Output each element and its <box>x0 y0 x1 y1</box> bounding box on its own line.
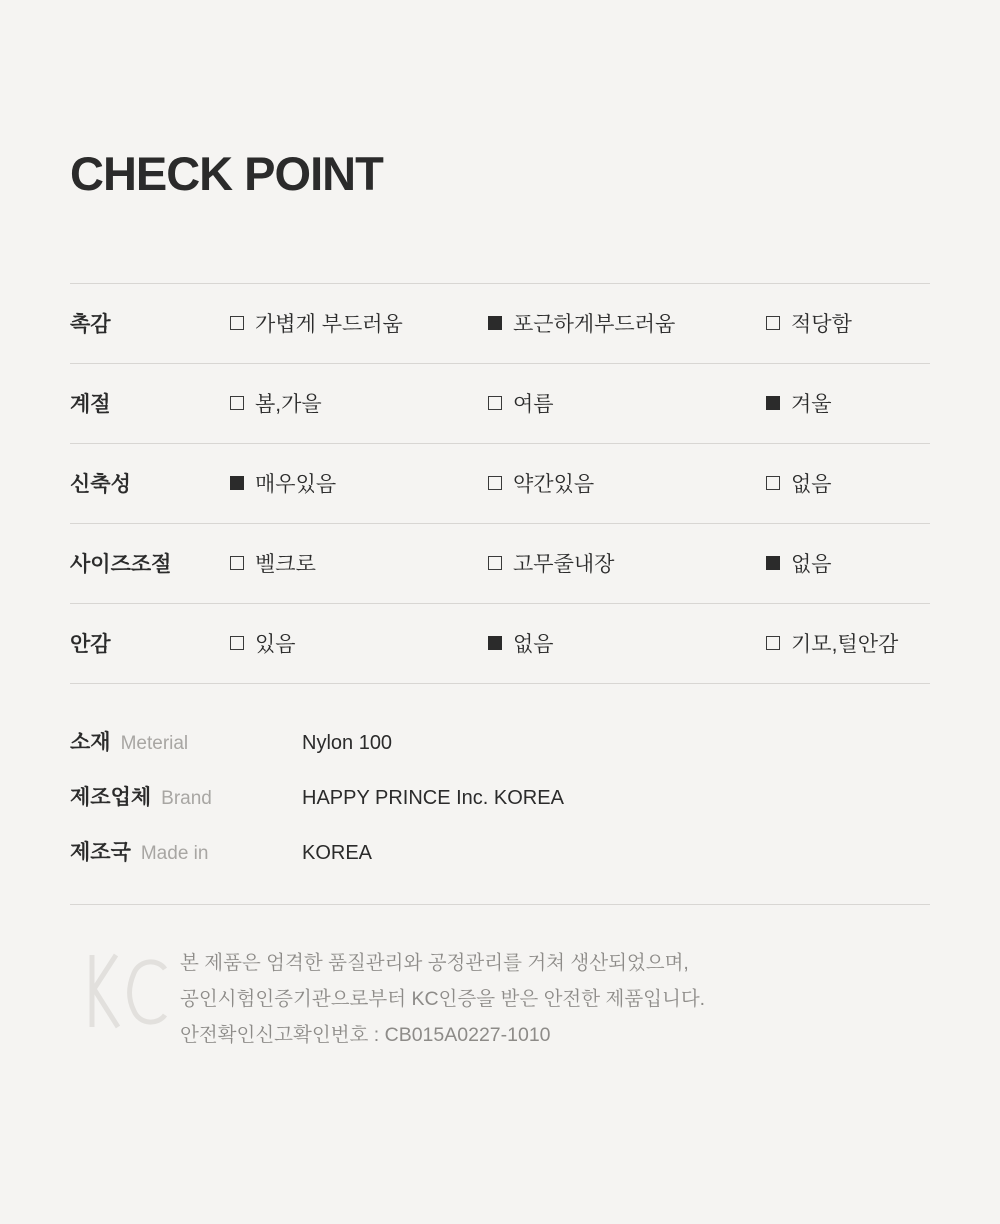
kc-logo-icon <box>70 945 180 1037</box>
checkbox-checked-icon[interactable] <box>488 316 502 330</box>
option-label: 없음 <box>513 633 554 657</box>
info-label <box>70 836 302 866</box>
option-item[interactable] <box>766 468 930 498</box>
option-label: 포근하게부드러움 <box>513 313 676 337</box>
checkbox-unchecked-icon[interactable] <box>488 396 502 410</box>
option-label: 봄,가을 <box>255 393 322 417</box>
option-group <box>230 548 930 578</box>
info-label-ko: 제조국 <box>70 840 131 864</box>
notice-line-2: 공인시험인증기관으로부터 KC인증을 받은 안전한 제품입니다. <box>180 987 706 1010</box>
row-label-angam: 안감 <box>70 633 111 657</box>
table-row <box>70 364 930 444</box>
option-item[interactable] <box>766 548 930 578</box>
checkbox-unchecked-icon[interactable] <box>766 636 780 650</box>
checkbox-unchecked-icon[interactable] <box>488 556 502 570</box>
option-label: 가볍게 부드러움 <box>255 313 403 337</box>
table-row <box>70 604 930 684</box>
checkbox-checked-icon[interactable] <box>230 476 244 490</box>
option-item[interactable] <box>230 308 488 338</box>
info-row-made-in <box>70 836 930 866</box>
option-item[interactable] <box>766 308 930 338</box>
option-item[interactable] <box>230 628 488 658</box>
info-value: Nylon 100 <box>302 731 393 754</box>
option-item[interactable] <box>766 628 930 658</box>
option-item[interactable] <box>230 468 488 498</box>
table-row <box>70 284 930 364</box>
option-item[interactable] <box>488 468 766 498</box>
info-label-ko: 소재 <box>70 730 111 754</box>
info-label-en: Meterial <box>120 732 189 754</box>
option-item[interactable] <box>488 548 766 578</box>
info-label-en: Brand <box>161 787 212 809</box>
option-label: 있음 <box>255 633 296 657</box>
row-label-size-adjust: 사이즈조절 <box>70 553 172 577</box>
info-row-material <box>70 726 930 756</box>
product-info-list <box>70 726 930 866</box>
check-point-table <box>70 283 930 684</box>
checkbox-checked-icon[interactable] <box>766 556 780 570</box>
checkbox-checked-icon[interactable] <box>488 636 502 650</box>
option-label: 매우있음 <box>255 473 337 497</box>
info-label <box>70 781 302 811</box>
option-item[interactable] <box>766 388 930 418</box>
checkbox-unchecked-icon[interactable] <box>230 556 244 570</box>
info-value: KOREA <box>302 841 373 864</box>
option-item[interactable] <box>488 628 766 658</box>
section-divider <box>70 904 930 905</box>
info-row-brand <box>70 781 930 811</box>
option-item[interactable] <box>230 548 488 578</box>
option-label: 겨울 <box>791 393 832 417</box>
option-group <box>230 628 930 658</box>
option-item[interactable] <box>488 388 766 418</box>
table-row <box>70 444 930 524</box>
row-label-chokgam: 촉감 <box>70 313 111 337</box>
notice-text <box>180 943 705 1053</box>
checkbox-unchecked-icon[interactable] <box>230 636 244 650</box>
option-label: 벨크로 <box>255 553 316 577</box>
option-label: 고무줄내장 <box>513 553 615 577</box>
option-label: 적당함 <box>791 313 852 337</box>
checkbox-unchecked-icon[interactable] <box>766 476 780 490</box>
option-label: 기모,털안감 <box>791 633 899 657</box>
notice-line-3: 안전확인신고확인번호 : CB015A0227-1010 <box>180 1023 551 1046</box>
row-label-gyejeol: 계절 <box>70 393 111 417</box>
checkbox-unchecked-icon[interactable] <box>766 316 780 330</box>
kc-certification-notice <box>70 943 930 1053</box>
info-label-en: Made in <box>140 842 209 864</box>
checkbox-unchecked-icon[interactable] <box>230 316 244 330</box>
option-item[interactable] <box>488 308 766 338</box>
option-label: 약간있음 <box>513 473 595 497</box>
table-row <box>70 524 930 604</box>
option-label: 없음 <box>791 553 832 577</box>
checkbox-checked-icon[interactable] <box>766 396 780 410</box>
info-label-ko: 제조업체 <box>70 785 152 809</box>
notice-line-1: 본 제품은 엄격한 품질관리와 공정관리를 거쳐 생산되었으며, <box>180 951 689 974</box>
option-group <box>230 468 930 498</box>
info-label <box>70 726 302 756</box>
info-value: HAPPY PRINCE Inc. KOREA <box>302 786 564 809</box>
option-group <box>230 308 930 338</box>
row-label-sinchukseong: 신축성 <box>70 473 131 497</box>
page-title: CHECK POINT <box>70 147 383 200</box>
content-container <box>70 0 930 1053</box>
checkbox-unchecked-icon[interactable] <box>230 396 244 410</box>
option-item[interactable] <box>230 388 488 418</box>
option-label: 여름 <box>513 393 554 417</box>
option-label: 없음 <box>791 473 832 497</box>
option-group <box>230 388 930 418</box>
checkbox-unchecked-icon[interactable] <box>488 476 502 490</box>
